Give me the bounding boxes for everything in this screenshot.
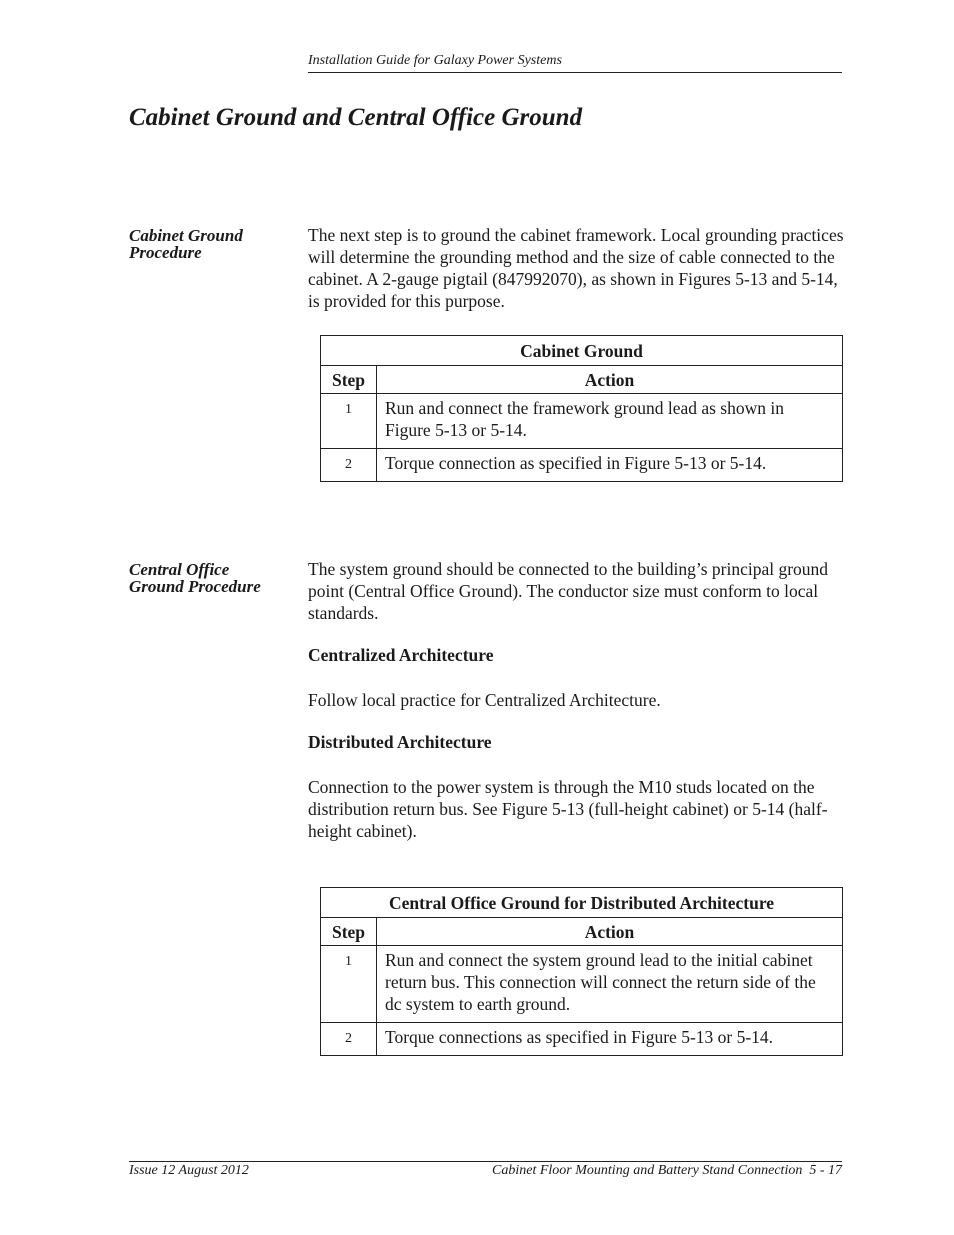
column-header-step: Step <box>321 366 377 394</box>
footer-rule <box>129 1161 842 1162</box>
step-number: 2 <box>321 449 377 482</box>
table-row <box>321 1023 843 1056</box>
header-rule <box>308 72 842 73</box>
table-row <box>321 449 843 482</box>
column-header-step: Step <box>321 918 377 946</box>
step-number: 1 <box>321 394 377 449</box>
page-title: Cabinet Ground and Central Office Ground <box>129 104 583 131</box>
table-row <box>321 394 843 449</box>
step-action: Torque connections as specified in Figure 5-13 or 5-14. <box>377 1023 843 1056</box>
cabinet-ground-side-heading <box>129 227 299 261</box>
step-action: Torque connection as specified in Figure 5-13 or 5-14. <box>377 449 843 482</box>
central-office-ground-table <box>320 887 843 1056</box>
central-office-side-heading <box>129 561 299 595</box>
step-number: 1 <box>321 946 377 1023</box>
table-row <box>321 946 843 1023</box>
step-action: Run and connect the system ground lead to the initial cabinet return bus. This connection will connect the return side of the dc system to earth ground. <box>377 946 843 1023</box>
side-heading-line: Procedure <box>129 243 202 262</box>
column-header-action: Action <box>377 366 843 394</box>
table-caption: Central Office Ground for Distributed Architecture <box>321 888 843 918</box>
step-action: Run and connect the framework ground lead as shown in Figure 5-13 or 5-14. <box>377 394 843 449</box>
distributed-architecture-text: Connection to the power system is through the M10 studs located on the distribution return bus. See Figure 5-13 (full-height cabinet) or 5-14 (half-height cabinet). <box>308 777 828 841</box>
side-heading-line: Cabinet Ground <box>129 226 243 245</box>
distributed-architecture-heading: Distributed Architecture <box>308 732 492 752</box>
running-header: Installation Guide for Galaxy Power Systems <box>308 53 562 68</box>
footer-issue-date: Issue 12 August 2012 <box>129 1163 249 1178</box>
cabinet-ground-paragraph: The next step is to ground the cabinet framework. Local grounding practices will determine the grounding method and the size of cable connected to the cabinet. A 2-gauge pigtail (847992070), as shown in Figures 5-13 and 5-14, is provided for this purpose. <box>308 225 844 311</box>
centralized-architecture-heading: Centralized Architecture <box>308 645 494 665</box>
centralized-architecture-text: Follow local practice for Centralized Architecture. <box>308 690 661 710</box>
side-heading-line: Ground Procedure <box>129 577 261 596</box>
footer-section-page: Cabinet Floor Mounting and Battery Stand Connection 5 - 17 <box>492 1163 842 1178</box>
step-number: 2 <box>321 1023 377 1056</box>
table-caption: Cabinet Ground <box>321 336 843 366</box>
cabinet-ground-table <box>320 335 843 482</box>
column-header-action: Action <box>377 918 843 946</box>
side-heading-line: Central Office <box>129 560 230 579</box>
central-office-paragraph: The system ground should be connected to the building’s principal ground point (Central Office Ground). The conductor size must conform to local standards. <box>308 559 829 623</box>
